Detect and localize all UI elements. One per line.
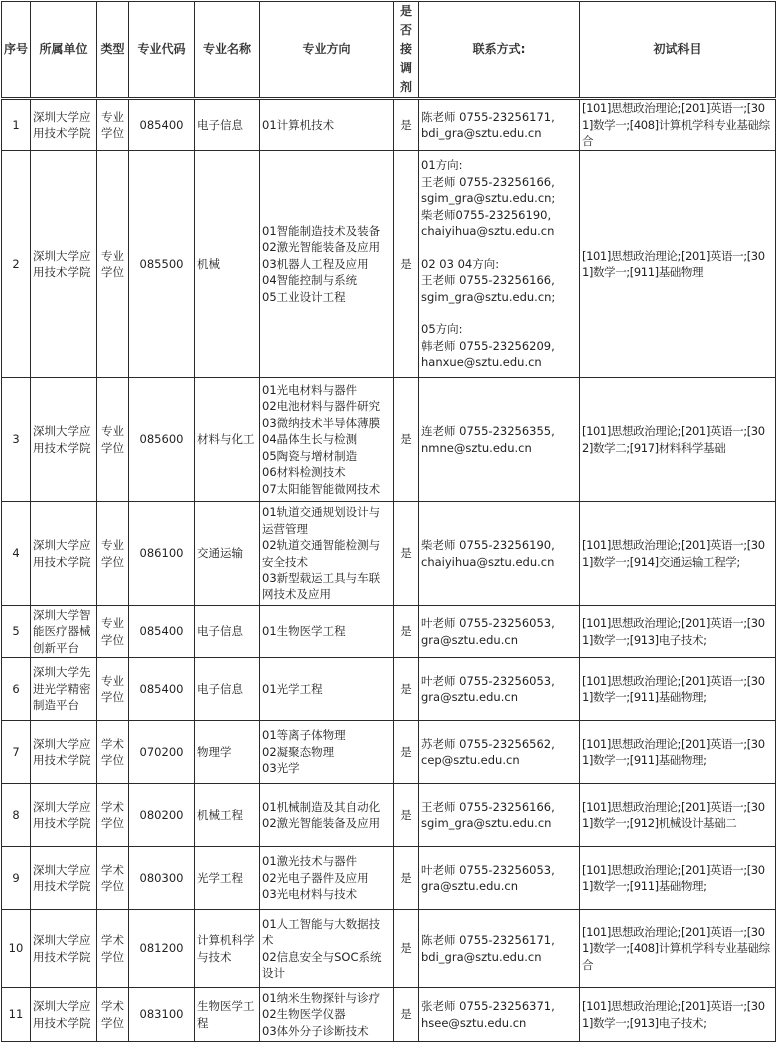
- header-major: 专业名称: [195, 2, 260, 99]
- table-row: [2, 99, 776, 151]
- table-row: [2, 847, 776, 910]
- cell-direction: 01人工智能与大数据技术 02信息安全与SOC系统设计: [260, 910, 394, 988]
- cell-major: 物理学: [195, 721, 260, 784]
- cell-unit: 深圳大学智能医疗器械创新平台: [31, 606, 97, 658]
- cell-code: 085400: [129, 606, 195, 658]
- cell-unit: 深圳大学应用技术学院: [31, 99, 97, 151]
- header-unit: 所属单位: [31, 2, 97, 99]
- cell-no: 3: [2, 378, 31, 502]
- cell-direction: 01轨道交通规划设计与运营管理 02轨道交通智能检测与安全技术 03新型载运工具与车联网技术及应用: [260, 502, 394, 606]
- cell-no: 2: [2, 151, 31, 378]
- cell-major: 电子信息: [195, 606, 260, 658]
- cell-major: 生物医学工程: [195, 988, 260, 1042]
- cell-type: 专业学位: [97, 606, 129, 658]
- table-row: [2, 658, 776, 721]
- cell-contact: 陈老师 0755-23256171, bdi_gra@sztu.edu.cn: [419, 910, 580, 988]
- cell-contact: 连老师 0755-23256355, nmne@sztu.edu.cn: [419, 378, 580, 502]
- cell-unit: 深圳大学先进光学精密制造平台: [31, 658, 97, 721]
- cell-transfer: 是: [394, 378, 419, 502]
- cell-direction: 01激光技术与器件 02光电子器件及应用 03光电材料与技术: [260, 847, 394, 910]
- cell-code: 085400: [129, 658, 195, 721]
- header-row: [2, 2, 776, 99]
- header-no: 序号: [2, 2, 31, 99]
- cell-code: 081200: [129, 910, 195, 988]
- cell-contact: 叶老师 0755-23256053, gra@sztu.edu.cn: [419, 847, 580, 910]
- table-row: [2, 784, 776, 847]
- cell-direction: 01生物医学工程: [260, 606, 394, 658]
- cell-major: 交通运输: [195, 502, 260, 606]
- cell-unit: 深圳大学应用技术学院: [31, 784, 97, 847]
- cell-exam: [101]思想政治理论;[201]英语一;[301]数学一;[913]电子技术;: [580, 988, 776, 1042]
- cell-transfer: 是: [394, 721, 419, 784]
- cell-no: 6: [2, 658, 31, 721]
- cell-transfer: 是: [394, 784, 419, 847]
- cell-exam: [101]思想政治理论;[201]英语一;[302]数学二;[917]材料科学基础: [580, 378, 776, 502]
- cell-transfer: 是: [394, 847, 419, 910]
- cell-direction: 01等离子体物理 02凝聚态物理 03光学: [260, 721, 394, 784]
- cell-type: 专业学位: [97, 658, 129, 721]
- cell-no: 5: [2, 606, 31, 658]
- table-row: [2, 988, 776, 1042]
- cell-contact: 张老师 0755-23256371, hsee@sztu.edu.cn: [419, 988, 580, 1042]
- table-row: [2, 606, 776, 658]
- cell-code: 085600: [129, 378, 195, 502]
- header-exam: 初试科目: [580, 2, 776, 99]
- cell-direction: 01计算机技术: [260, 99, 394, 151]
- cell-transfer: 是: [394, 151, 419, 378]
- cell-unit: 深圳大学应用技术学院: [31, 847, 97, 910]
- cell-unit: 深圳大学应用技术学院: [31, 721, 97, 784]
- cell-transfer: 是: [394, 502, 419, 606]
- cell-direction: 01光电材料与器件 02电池材料与器件研究 03微纳技术半导体薄膜 04晶体生长与检测 05陶瓷与增材制造 06材料检测技术 07太阳能智能微网技术: [260, 378, 394, 502]
- cell-code: 080300: [129, 847, 195, 910]
- cell-no: 11: [2, 988, 31, 1042]
- cell-no: 7: [2, 721, 31, 784]
- cell-type: 学术学位: [97, 988, 129, 1042]
- cell-transfer: 是: [394, 910, 419, 988]
- cell-type: 专业学位: [97, 502, 129, 606]
- cell-major: 电子信息: [195, 99, 260, 151]
- header-direction: 专业方向: [260, 2, 394, 99]
- cell-type: 专业学位: [97, 378, 129, 502]
- cell-code: 083100: [129, 988, 195, 1042]
- cell-no: 10: [2, 910, 31, 988]
- cell-exam: [101]思想政治理论;[201]英语一;[301]数学一;[912]机械设计基础二: [580, 784, 776, 847]
- cell-major: 材料与化工: [195, 378, 260, 502]
- cell-exam: [101]思想政治理论;[201]英语一;[301]数学一;[911]基础物理;: [580, 847, 776, 910]
- cell-no: 4: [2, 502, 31, 606]
- cell-exam: [101]思想政治理论;[201]英语一;[301]数学一;[408]计算机学科专业基础综合: [580, 99, 776, 151]
- cell-code: 080200: [129, 784, 195, 847]
- cell-transfer: 是: [394, 99, 419, 151]
- header-contact: 联系方式:: [419, 2, 580, 99]
- cell-contact: 王老师 0755-23256166, sgim_gra@sztu.edu.cn: [419, 784, 580, 847]
- cell-transfer: 是: [394, 658, 419, 721]
- table-row: [2, 910, 776, 988]
- header-code: 专业代码: [129, 2, 195, 99]
- cell-type: 专业学位: [97, 99, 129, 151]
- cell-type: 学术学位: [97, 721, 129, 784]
- cell-contact: 陈老师 0755-23256171, bdi_gra@sztu.edu.cn: [419, 99, 580, 151]
- cell-contact: 柴老师 0755-23256190, chaiyihua@sztu.edu.cn: [419, 502, 580, 606]
- cell-exam: [101]思想政治理论;[201]英语一;[301]数学一;[911]基础物理;: [580, 721, 776, 784]
- cell-major: 机械工程: [195, 784, 260, 847]
- cell-contact: 苏老师 0755-23256562, cep@sztu.edu.cn: [419, 721, 580, 784]
- cell-contact: 叶老师 0755-23256053, gra@sztu.edu.cn: [419, 606, 580, 658]
- cell-exam: [101]思想政治理论;[201]英语一;[301]数学一;[911]基础物理;: [580, 658, 776, 721]
- cell-code: 070200: [129, 721, 195, 784]
- cell-direction: 01纳米生物探针与诊疗 02生物医学仪器 03体外分子诊断技术: [260, 988, 394, 1042]
- cell-transfer: 是: [394, 988, 419, 1042]
- cell-exam: [101]思想政治理论;[201]英语一;[301]数学一;[913]电子技术;: [580, 606, 776, 658]
- table-row: [2, 151, 776, 378]
- cell-no: 1: [2, 99, 31, 151]
- cell-type: 学术学位: [97, 847, 129, 910]
- cell-exam: [101]思想政治理论;[201]英语一;[301]数学一;[408]计算机学科专业基础综合: [580, 910, 776, 988]
- header-type: 类型: [97, 2, 129, 99]
- cell-major: 电子信息: [195, 658, 260, 721]
- program-table: [1, 1, 776, 1042]
- cell-transfer: 是: [394, 606, 419, 658]
- table-row: [2, 721, 776, 784]
- cell-type: 专业学位: [97, 151, 129, 378]
- cell-exam: [101]思想政治理论;[201]英语一;[301]数学一;[911]基础物理: [580, 151, 776, 378]
- cell-major: 光学工程: [195, 847, 260, 910]
- cell-no: 9: [2, 847, 31, 910]
- cell-unit: 深圳大学应用技术学院: [31, 988, 97, 1042]
- cell-unit: 深圳大学应用技术学院: [31, 502, 97, 606]
- cell-no: 8: [2, 784, 31, 847]
- cell-unit: 深圳大学应用技术学院: [31, 910, 97, 988]
- cell-code: 085500: [129, 151, 195, 378]
- table-row: [2, 502, 776, 606]
- cell-code: 086100: [129, 502, 195, 606]
- cell-direction: 01光学工程: [260, 658, 394, 721]
- cell-major: 计算机科学与技术: [195, 910, 260, 988]
- cell-unit: 深圳大学应用技术学院: [31, 151, 97, 378]
- cell-contact: 叶老师 0755-23256053, gra@sztu.edu.cn: [419, 658, 580, 721]
- cell-direction: 01机械制造及其自动化 02激光智能装备及应用: [260, 784, 394, 847]
- cell-unit: 深圳大学应用技术学院: [31, 378, 97, 502]
- cell-type: 学术学位: [97, 784, 129, 847]
- table-row: [2, 378, 776, 502]
- cell-direction: 01智能制造技术及装备 02激光智能装备及应用 03机器人工程及应用 04智能控制与系统 05工业设计工程: [260, 151, 394, 378]
- cell-code: 085400: [129, 99, 195, 151]
- cell-contact: 01方向: 王老师 0755-23256166, sgim_gra@sztu.edu.cn; 柴老师0755-23256190, chaiyihua@sztu.edu.cn 02 03 04方向: 王老师 0755-23256166, sgim_gra@sztu.edu.cn; 05方向: 韩老师 0755-23256209, hanxue@sztu.edu.cn: [419, 151, 580, 378]
- cell-major: 机械: [195, 151, 260, 378]
- header-transfer: 是 否 接 调 剂: [394, 2, 419, 99]
- cell-exam: [101]思想政治理论;[201]英语一;[301]数学一;[914]交通运输工程学;: [580, 502, 776, 606]
- cell-type: 学术学位: [97, 910, 129, 988]
